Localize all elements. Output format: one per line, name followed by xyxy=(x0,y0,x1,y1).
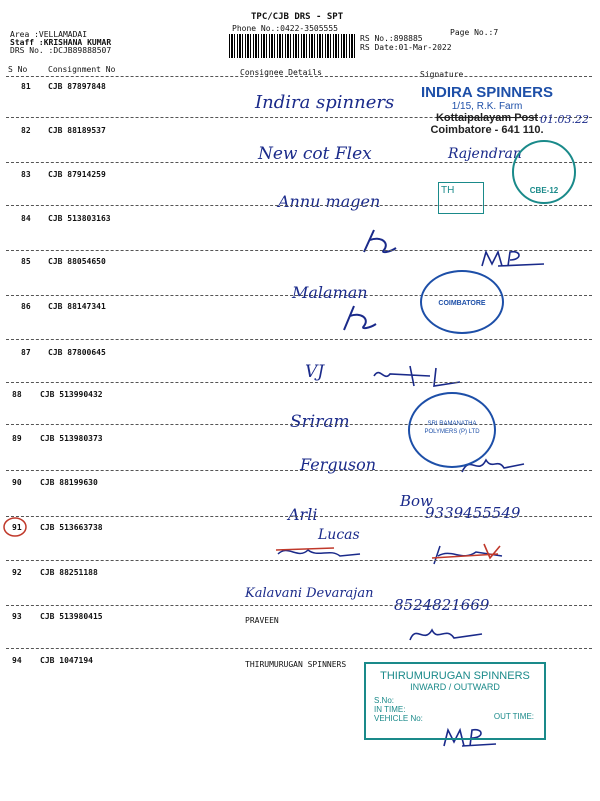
row-divider xyxy=(6,648,592,649)
rs-number: RS No.:898885 xyxy=(360,34,423,43)
row-sno: 89 xyxy=(12,434,22,443)
row-divider xyxy=(6,560,592,561)
handwritten-consignee: Kalavani Devarajan xyxy=(245,586,374,601)
row-consignment: CJB 88147341 xyxy=(48,302,106,311)
handwritten-signature: Rajendran xyxy=(448,146,522,162)
rs-date: RS Date:01-Mar-2022 xyxy=(360,43,452,52)
row-divider xyxy=(6,339,592,340)
struck-signature xyxy=(428,540,508,570)
round-seal-cbe xyxy=(512,140,576,204)
row-divider xyxy=(6,205,592,206)
staff-label: Staff :KRISHANA KUMAR xyxy=(10,38,112,47)
row-divider xyxy=(6,424,592,425)
ditto-signature xyxy=(340,300,380,334)
row-consignment: CJB 88054650 xyxy=(48,257,106,266)
stamp-address-2: Kottaipalayam Post xyxy=(435,112,539,124)
row-consignment: CJB 87897848 xyxy=(48,82,106,91)
stamp-address-3: Coimbatore - 641 110. xyxy=(430,124,544,136)
indira-spinners-stamp xyxy=(412,84,562,136)
row-consignment: CJB 513980415 xyxy=(40,612,103,621)
stamp-in-time: IN TIME: xyxy=(374,705,406,714)
row-consignment: CJB 513990432 xyxy=(40,390,103,399)
row-sno: 91 xyxy=(12,523,22,532)
signature-scribble xyxy=(406,620,486,650)
handwritten-consignee: Arli xyxy=(288,505,318,524)
header-divider xyxy=(6,76,592,77)
handwritten-phone: 9339455549 xyxy=(425,504,521,522)
row-sno: 90 xyxy=(12,478,22,487)
seal-text: CBE-12 xyxy=(529,186,559,195)
row-sno: 81 xyxy=(21,82,31,91)
drs-title: TPC/CJB DRS - SPT xyxy=(251,12,344,22)
handwritten-bow: Bow xyxy=(400,492,433,510)
handwritten-consignee: Sriram xyxy=(290,412,350,432)
row-consignment: CJB 513803163 xyxy=(48,214,111,223)
column-sno: S No xyxy=(8,65,28,74)
handwritten-consignee: New cot Flex xyxy=(258,144,372,164)
thirumurugan-stamp xyxy=(364,662,546,740)
handwritten-consignee: Ferguson xyxy=(300,455,377,474)
drs-number: DRS No. :DCJB89888507 xyxy=(10,46,112,55)
row-consignment: CJB 513980373 xyxy=(40,434,103,443)
stamp-address-1: 1/15, R.K. Farm xyxy=(451,101,523,112)
row-consignment: CJB 88199630 xyxy=(40,478,98,487)
row-sno: 88 xyxy=(12,390,22,399)
handwritten-consignee: Malaman xyxy=(292,283,368,302)
row-consignment: CJB 88189537 xyxy=(48,126,106,135)
barcode-image xyxy=(229,34,357,58)
row-sno: 93 xyxy=(12,612,22,621)
signature-scribble xyxy=(370,362,470,390)
ditto-signature xyxy=(360,226,400,256)
row-sno: 87 xyxy=(21,348,31,357)
coimbatore-seal xyxy=(420,270,504,334)
row-divider xyxy=(6,516,592,517)
column-consignment: Consignment No xyxy=(48,65,116,74)
handwritten-consignee: Lucas xyxy=(318,527,360,543)
row-consignment: CJB 513663738 xyxy=(40,523,103,532)
row-sno: 84 xyxy=(21,214,31,223)
row-divider xyxy=(6,382,592,383)
row-consignment: CJB 87914259 xyxy=(48,170,106,179)
page-number: Page No.:7 xyxy=(450,28,499,37)
handwritten-phone: 8524821669 xyxy=(394,596,490,614)
row-consignment: CJB 1047194 xyxy=(40,656,93,665)
stamp-out-time: OUT TIME: xyxy=(493,712,534,721)
handwritten-consignee: Annu magen xyxy=(278,192,381,211)
row-consignee: PRAVEEN xyxy=(245,616,279,625)
handwritten-consignee: Indira spinners xyxy=(255,92,395,113)
row-consignment: CJB 87800645 xyxy=(48,348,106,357)
phone-number: Phone No.:0422-3505555 xyxy=(232,24,338,33)
row-divider xyxy=(6,605,592,606)
handwritten-consignee: VJ xyxy=(305,362,325,382)
row-consignee: THIRUMURUGAN SPINNERS xyxy=(245,660,347,669)
stamp-sno: S.No: xyxy=(374,696,395,705)
row-sno: 83 xyxy=(21,170,31,179)
seal-text: COIMBATORE xyxy=(438,300,486,307)
row-sno: 85 xyxy=(21,257,31,266)
area-label: Area :VELLAMADAI xyxy=(10,30,88,39)
partial-stamp: TH xyxy=(438,182,484,214)
stamp-date: 01.03.22 xyxy=(540,113,589,126)
row-sno: 82 xyxy=(21,126,31,135)
row-consignment: CJB 88251188 xyxy=(40,568,98,577)
row-divider xyxy=(6,162,592,163)
stamp-inout: INWARD / OUTWARD xyxy=(410,682,500,692)
row-sno: 86 xyxy=(21,302,31,311)
stamp-name: THIRUMURUGAN SPINNERS xyxy=(380,670,530,682)
stamp-vehicle: VEHICLE No: xyxy=(374,714,423,723)
row-sno: 92 xyxy=(12,568,22,577)
seal-text: SRI RAMANATHA POLYMERS (P) LTD xyxy=(424,421,480,435)
stamp-name: INDIRA SPINNERS xyxy=(421,84,553,101)
row-divider xyxy=(6,470,592,471)
column-consignee: Consignee Details xyxy=(240,68,322,77)
row-sno: 94 xyxy=(12,656,22,665)
column-signature: Signature xyxy=(420,70,464,79)
signature-mp xyxy=(478,248,548,270)
polymers-seal xyxy=(408,392,496,468)
